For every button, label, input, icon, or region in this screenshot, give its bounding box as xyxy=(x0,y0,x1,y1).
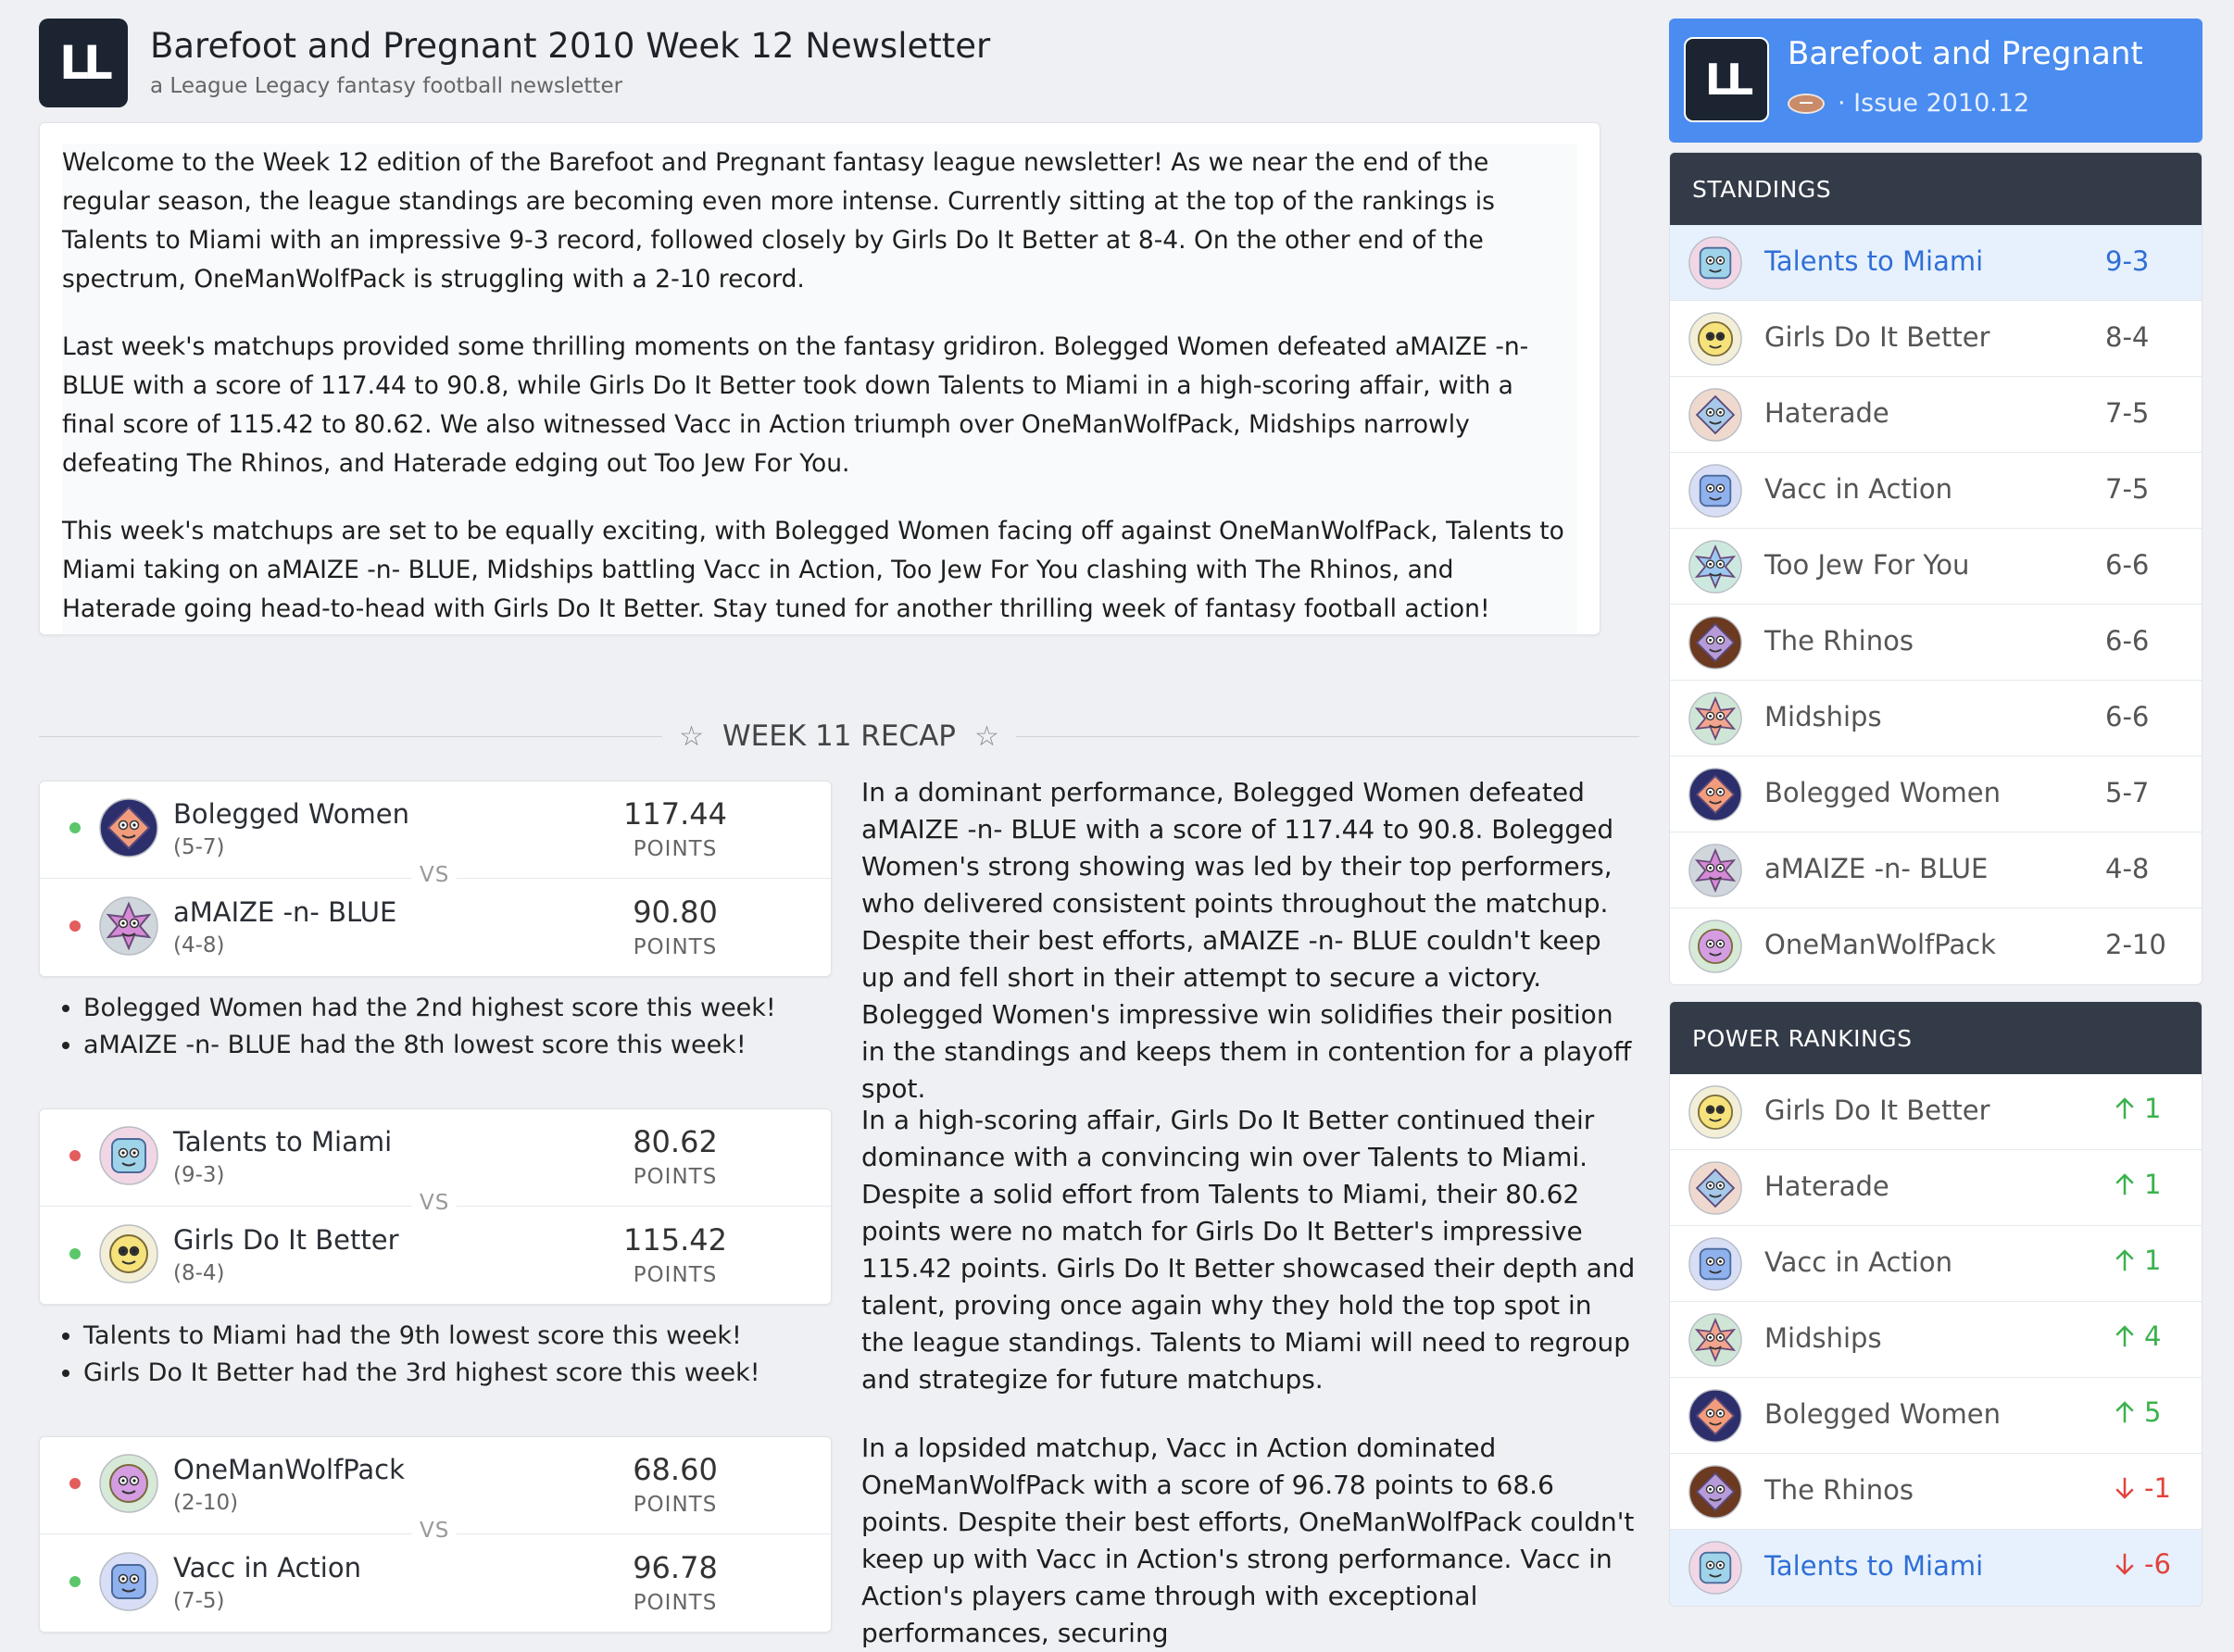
matchup-notes xyxy=(39,1318,832,1392)
vs-label: VS xyxy=(412,1191,457,1215)
matchup xyxy=(39,1108,832,1392)
team-record: 5-7 xyxy=(2105,777,2150,808)
rank-change: 1 xyxy=(2111,1093,2161,1124)
team-avatar xyxy=(1688,464,1742,518)
matchup-notes xyxy=(39,990,832,1064)
matchup xyxy=(39,1436,832,1633)
power-rankings-list xyxy=(1670,1074,2202,1606)
standings-row[interactable] xyxy=(1670,605,2202,681)
arrow-up-icon xyxy=(2111,1398,2139,1426)
star-icon: ☆ xyxy=(973,720,999,753)
football-icon xyxy=(1788,94,1825,114)
recap-section-header xyxy=(39,715,1639,757)
team-avatar xyxy=(99,1224,158,1283)
matchup-recap-text: In a high-scoring affair, Girls Do It Better continued their dominance with a convincing win over Talents to Miami. Despite a solid effort from Talents to Miami, their 80.62 points were no match for Girls Do It Better's impressive 115.42 points. Girls Do It Better showcased their depth and talent, proving once again why they hold the top spot in the league standings. Talents to Miami will need to regroup and strategize for future matchups. xyxy=(861,1105,1636,1395)
matchup-recap-text: In a lopsided matchup, Vacc in Action dominated OneManWolfPack with a score of 96.78 points to 68.6 points. Despite their best efforts, OneManWolfPack couldn't keep up with Vacc in Action's strong performance. Vacc in Action's players came through with exceptional performances, securing xyxy=(861,1433,1635,1648)
standings-row[interactable] xyxy=(1670,757,2202,832)
team-record: (8-4) xyxy=(173,1261,225,1285)
team-score: 117.44 xyxy=(623,796,727,832)
recap-title: WEEK 11 RECAP xyxy=(722,720,956,753)
matchup-recap-text: In a dominant performance, Bolegged Women defeated aMAIZE -n- BLUE with a score of 117.44 to 90.8. Bolegged Women's strong showing was led by their top performers, who delivered consistent points throughout the matchup. Despite their best efforts, aMAIZE -n- BLUE couldn't keep up and fell short in their attempt to secure a victory. Bolegged Women's impressive win solidifies their position in the standings and keeps them in contention for a playoff spot. xyxy=(861,777,1632,1104)
rank-change: 4 xyxy=(2111,1320,2161,1352)
rank-change: -6 xyxy=(2111,1548,2171,1580)
arrow-up-icon xyxy=(2111,1095,2139,1122)
page-title: Barefoot and Pregnant 2010 Week 12 Newsletter xyxy=(150,26,991,66)
team-record: (5-7) xyxy=(173,835,225,859)
team-avatar xyxy=(1688,768,1742,821)
team-score: 80.62 xyxy=(633,1124,718,1159)
team-record: (4-8) xyxy=(173,933,225,957)
rank-change: 5 xyxy=(2111,1396,2161,1428)
team-name: Talents to Miami xyxy=(1764,1550,1984,1582)
loss-indicator xyxy=(69,920,81,932)
win-indicator xyxy=(69,822,81,833)
team-avatar xyxy=(99,1552,158,1611)
team-name: Too Jew For You xyxy=(1764,549,1970,581)
team-record: (7-5) xyxy=(173,1589,225,1613)
issue-label: · Issue 2010.12 xyxy=(1788,89,2029,118)
arrow-up-icon xyxy=(2111,1322,2139,1350)
main-column xyxy=(39,0,1639,1648)
newsletter-header xyxy=(39,19,1639,107)
team-avatar xyxy=(99,1126,158,1185)
standings-row[interactable] xyxy=(1670,529,2202,605)
standings-row[interactable] xyxy=(1670,832,2202,908)
matchup-team-row[interactable] xyxy=(40,1535,831,1632)
team-avatar xyxy=(1688,692,1742,745)
intro-paragraph: Welcome to the Week 12 edition of the Barefoot and Pregnant fantasy league newsletter! As we near the end of the regular season, the league standings are becoming even more intense. Currently sitting at the top of the rankings is Talents to Miami with an impressive 9-3 record, followed closely by Girls Do It Better at 8-4. On the other end of the spectrum, OneManWolfPack is struggling with a 2-10 record. xyxy=(62,148,1495,294)
power-rankings-panel xyxy=(1669,1001,2203,1607)
matchup-card xyxy=(39,781,832,977)
team-record: (9-3) xyxy=(173,1163,225,1187)
points-label: POINTS xyxy=(633,935,718,959)
team-avatar xyxy=(1688,920,1742,973)
points-label: POINTS xyxy=(633,837,718,861)
power-ranking-row[interactable] xyxy=(1670,1454,2202,1530)
matchup-card xyxy=(39,1108,832,1305)
power-ranking-row[interactable] xyxy=(1670,1226,2202,1302)
team-avatar xyxy=(99,798,158,857)
points-label: POINTS xyxy=(633,1591,718,1615)
standings-row[interactable] xyxy=(1670,377,2202,453)
team-name: Bolegged Women xyxy=(173,798,410,830)
standings-row[interactable] xyxy=(1670,301,2202,377)
team-avatar xyxy=(1688,236,1742,290)
points-label: POINTS xyxy=(633,1165,718,1189)
team-avatar xyxy=(1688,844,1742,897)
rank-change: 1 xyxy=(2111,1169,2161,1200)
power-ranking-row[interactable] xyxy=(1670,1530,2202,1606)
matchup-card xyxy=(39,1436,832,1633)
standings-row[interactable] xyxy=(1670,225,2202,301)
standings-panel xyxy=(1669,152,2203,985)
star-icon: ☆ xyxy=(679,720,704,753)
team-score: 115.42 xyxy=(623,1222,727,1258)
team-score: 90.80 xyxy=(633,895,718,930)
team-record: 4-8 xyxy=(2105,853,2150,884)
power-ranking-row[interactable] xyxy=(1670,1302,2202,1378)
team-name: Talents to Miami xyxy=(173,1126,393,1158)
intro-paragraph: This week's matchups are set to be equally exciting, with Bolegged Women facing off against OneManWolfPack, Talents to Miami taking on aMAIZE -n- BLUE, Midships battling Vacc in Action, Too Jew For You clashing with The Rhinos, and Haterade going head-to-head with Girls Do It Better. Stay tuned for another thrilling week of fantasy football action! xyxy=(62,517,1564,623)
team-record: 6-6 xyxy=(2105,549,2150,581)
power-ranking-row[interactable] xyxy=(1670,1150,2202,1226)
team-name: Haterade xyxy=(1764,1170,1889,1202)
vs-label: VS xyxy=(412,863,457,887)
team-name: The Rhinos xyxy=(1764,625,1914,657)
matchup-note: • aMAIZE -n- BLUE had the 8th lowest score this week! xyxy=(83,1027,832,1064)
team-avatar xyxy=(1688,1313,1742,1367)
divider xyxy=(1016,736,1639,737)
team-name: Haterade xyxy=(1764,397,1889,429)
team-record: 6-6 xyxy=(2105,701,2150,732)
team-avatar xyxy=(1688,1465,1742,1519)
team-name: Midships xyxy=(1764,701,1882,732)
team-avatar xyxy=(1688,1389,1742,1443)
team-avatar xyxy=(99,896,158,956)
matchup-team-row[interactable] xyxy=(40,880,831,976)
win-indicator xyxy=(69,1576,81,1587)
team-name: Vacc in Action xyxy=(1764,1246,1952,1278)
intro-text xyxy=(62,144,1577,634)
team-record: 6-6 xyxy=(2105,625,2150,657)
team-name: Girls Do It Better xyxy=(1764,1095,1990,1126)
team-name: Girls Do It Better xyxy=(1764,321,1990,353)
team-name: OneManWolfPack xyxy=(173,1454,405,1485)
team-avatar xyxy=(99,1454,158,1513)
rank-change: -1 xyxy=(2111,1472,2171,1504)
arrow-down-icon xyxy=(2111,1550,2139,1578)
vs-label: VS xyxy=(412,1519,457,1543)
team-name: aMAIZE -n- BLUE xyxy=(173,896,397,928)
standings-row[interactable] xyxy=(1670,453,2202,529)
loss-indicator xyxy=(69,1478,81,1489)
team-avatar xyxy=(1688,1237,1742,1291)
matchup-note: • Bolegged Women had the 2nd highest score this week! xyxy=(83,990,832,1027)
team-record: 7-5 xyxy=(2105,397,2150,429)
team-name: OneManWolfPack xyxy=(1764,929,1996,960)
team-name: Midships xyxy=(1764,1322,1882,1354)
arrow-up-icon xyxy=(2111,1246,2139,1274)
power-ranking-row[interactable] xyxy=(1670,1074,2202,1150)
team-name: Talents to Miami xyxy=(1764,245,1984,277)
sidebar-header[interactable] xyxy=(1669,19,2203,143)
team-name: aMAIZE -n- BLUE xyxy=(1764,853,1989,884)
matchup-note: • Talents to Miami had the 9th lowest score this week! xyxy=(83,1318,832,1355)
loss-indicator xyxy=(69,1150,81,1161)
win-indicator xyxy=(69,1248,81,1259)
divider xyxy=(39,736,678,737)
team-record: (2-10) xyxy=(173,1491,239,1515)
team-record: 8-4 xyxy=(2105,321,2150,353)
team-score: 96.78 xyxy=(633,1550,718,1585)
standings-row[interactable] xyxy=(1670,681,2202,757)
standings-row[interactable] xyxy=(1670,908,2202,984)
team-avatar xyxy=(1688,388,1742,442)
team-avatar xyxy=(1688,540,1742,594)
standings-list xyxy=(1670,225,2202,984)
arrow-down-icon xyxy=(2111,1474,2139,1502)
rank-change: 1 xyxy=(2111,1245,2161,1276)
power-ranking-row[interactable] xyxy=(1670,1378,2202,1454)
team-avatar xyxy=(1688,312,1742,366)
league-legacy-logo: LL xyxy=(39,19,128,107)
standings-title: STANDINGS xyxy=(1670,153,2202,225)
team-name: The Rhinos xyxy=(1764,1474,1914,1506)
points-label: POINTS xyxy=(633,1263,718,1287)
team-name: Bolegged Women xyxy=(1764,777,2002,808)
intro-card xyxy=(39,122,1600,635)
team-record: 7-5 xyxy=(2105,473,2150,505)
league-name: Barefoot and Pregnant xyxy=(1788,35,2143,72)
team-avatar xyxy=(1688,1085,1742,1139)
team-name: Bolegged Women xyxy=(1764,1398,2002,1430)
team-avatar xyxy=(1688,1541,1742,1595)
arrow-up-icon xyxy=(2111,1170,2139,1198)
intro-paragraph: Last week's matchups provided some thrilling moments on the fantasy gridiron. Bolegged Women defeated aMAIZE -n- BLUE with a score of 117.44 to 90.8, while Girls Do It Better took down Talents to Miami in a high-scoring affair, with a final score of 115.42 to 80.62. We also witnessed Vacc in Action triumph over OneManWolfPack, Midships narrowly defeating The Rhinos, and Haterade edging out Too Jew For You. xyxy=(62,332,1529,478)
team-avatar xyxy=(1688,616,1742,670)
points-label: POINTS xyxy=(633,1493,718,1517)
matchup xyxy=(39,781,832,1064)
team-name: Vacc in Action xyxy=(173,1552,361,1583)
team-record: 2-10 xyxy=(2105,929,2166,960)
power-rankings-title: POWER RANKINGS xyxy=(1670,1002,2202,1074)
league-legacy-logo: LL xyxy=(1684,37,1769,122)
team-name: Vacc in Action xyxy=(1764,473,1952,505)
team-score: 68.60 xyxy=(633,1452,718,1487)
team-record: 9-3 xyxy=(2105,245,2150,277)
matchup-team-row[interactable] xyxy=(40,1208,831,1304)
page-subtitle: a League Legacy fantasy football newsletter xyxy=(150,74,623,98)
matchup-note: • Girls Do It Better had the 3rd highest score this week! xyxy=(83,1355,832,1392)
team-name: Girls Do It Better xyxy=(173,1224,399,1256)
team-avatar xyxy=(1688,1161,1742,1215)
